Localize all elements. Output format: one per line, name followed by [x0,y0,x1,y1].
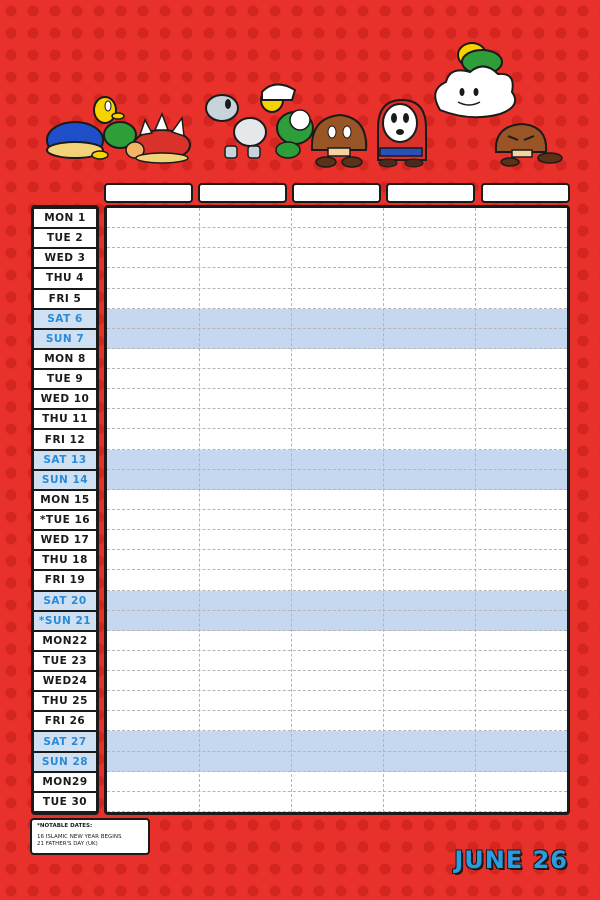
day-label: SAT 13 [34,451,96,469]
calendar-row[interactable] [107,309,567,329]
calendar-row[interactable] [107,651,567,671]
calendar-row[interactable] [107,792,567,812]
column-header-2[interactable] [198,183,287,203]
day-label: MON 15 [34,491,96,509]
day-label: SUN 7 [34,330,96,348]
shy-guy-icon [378,100,426,167]
day-label: SUN 14 [34,471,96,489]
day-label: THU 11 [34,410,96,428]
column-header-3[interactable] [292,183,381,203]
day-label: WED24 [34,672,96,690]
lakitu-icon [435,43,515,117]
day-label: SAT 6 [34,310,96,328]
calendar-row[interactable] [107,510,567,530]
calendar-row[interactable] [107,490,567,510]
day-label: TUE 2 [34,229,96,247]
day-label: WED 17 [34,531,96,549]
day-label: MON 1 [34,209,96,227]
day-label: WED 3 [34,249,96,267]
calendar-row[interactable] [107,570,567,590]
calendar-row[interactable] [107,671,567,691]
notable-dates-title: *NOTABLE DATES: [37,823,93,829]
column-divider [475,208,476,812]
day-label: THU 4 [34,269,96,287]
column-header-4[interactable] [386,183,475,203]
day-label: *TUE 16 [34,511,96,529]
day-label: TUE 30 [34,793,96,811]
column-divider [291,208,292,812]
calendar-row[interactable] [107,228,567,248]
day-label: FRI 12 [34,430,96,448]
dry-bones-icon [206,95,266,158]
calendar-row[interactable] [107,349,567,369]
day-label: TUE 9 [34,370,96,388]
column-divider [383,208,384,812]
day-label: FRI 26 [34,712,96,730]
calendar-row[interactable] [107,208,567,228]
calendar-row[interactable] [107,289,567,309]
notable-dates-box [30,818,150,855]
calendar-row[interactable] [107,268,567,288]
day-label: FRI 19 [34,571,96,589]
column-headers [104,183,570,205]
calendar-row[interactable] [107,389,567,409]
day-label: SUN 28 [34,753,96,771]
notable-date-item: 21 FATHER'S DAY (UK) [37,841,98,847]
calendar-row[interactable] [107,631,567,651]
calendar-row[interactable] [107,711,567,731]
calendar-row[interactable] [107,450,567,470]
day-label: WED 10 [34,390,96,408]
notable-date-item: 16 ISLAMIC NEW YEAR BEGINS [37,834,122,840]
calendar-row[interactable] [107,329,567,349]
calendar-row[interactable] [107,429,567,449]
day-label: MON 8 [34,350,96,368]
day-label: TUE 23 [34,652,96,670]
goomba-icon-2 [496,124,562,166]
day-label: SAT 20 [34,592,96,610]
calendar-grid-body [107,208,567,812]
calendar-row[interactable] [107,591,567,611]
calendar-row[interactable] [107,550,567,570]
calendar-row[interactable] [107,611,567,631]
calendar-row[interactable] [107,369,567,389]
calendar-row[interactable] [107,248,567,268]
day-label: THU 25 [34,692,96,710]
column-divider [199,208,200,812]
column-header-1[interactable] [104,183,193,203]
calendar-row[interactable] [107,772,567,792]
calendar-row[interactable] [107,691,567,711]
day-label: MON22 [34,632,96,650]
calendar-row[interactable] [107,752,567,772]
calendar-row[interactable] [107,470,567,490]
day-label: FRI 5 [34,290,96,308]
day-label: THU 18 [34,551,96,569]
calendar-row[interactable] [107,530,567,550]
calendar-row[interactable] [107,731,567,751]
day-label: MON29 [34,773,96,791]
character-artwork [0,0,600,180]
calendar-row[interactable] [107,409,567,429]
column-header-5[interactable] [481,183,570,203]
goomba-icon [312,115,366,167]
calendar-grid [104,205,570,815]
day-label: SAT 27 [34,732,96,750]
day-label: *SUN 21 [34,612,96,630]
spiny-icon [126,114,190,163]
day-labels-column [31,205,99,815]
hammer-bro-icon [261,84,313,158]
month-label: JUNE 26 [454,846,568,874]
